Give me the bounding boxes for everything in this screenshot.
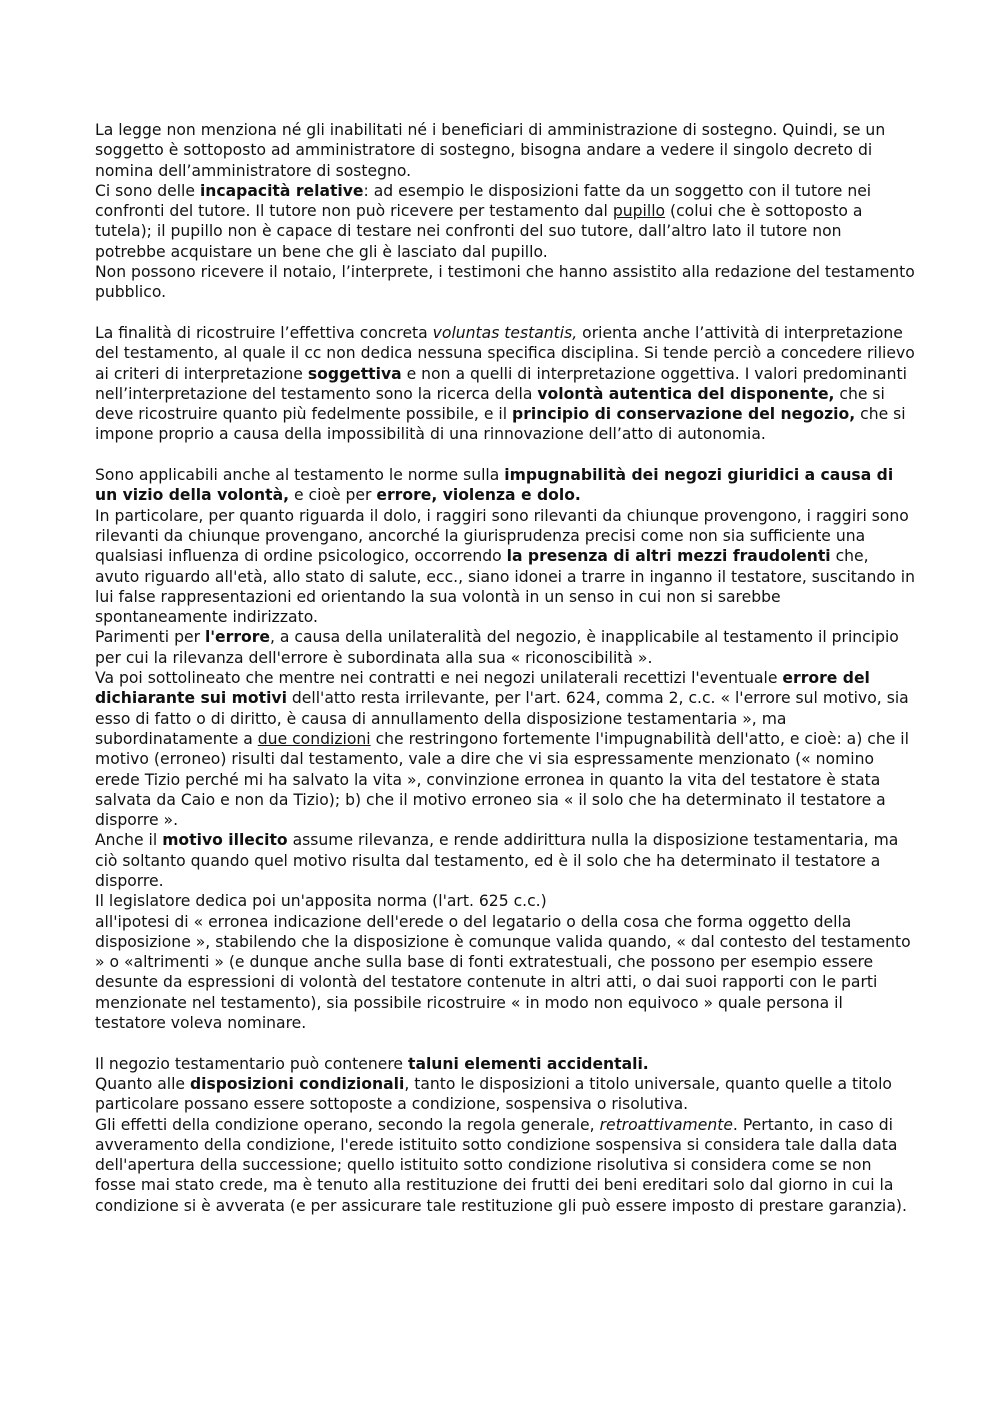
text-run: orienta anche l’attività di interpretazione del testamento, al quale il cc non dedica nessuna specifica disciplina. Si tende perciò a concedere rilievo ai criteri di interpretazione <box>95 323 915 383</box>
paragraph <box>95 1115 915 1216</box>
text-run: Ci sono delle <box>95 181 200 200</box>
paragraph <box>95 668 915 830</box>
bold-text: errore del dichiarante sui motivi <box>95 669 870 708</box>
text-run: e non a quelli di interpretazione oggettiva. I valori predominanti nell’interpretazione del testamento sono la ricerca della <box>95 364 907 403</box>
bold-text: motivo illecito <box>162 831 288 850</box>
text-run: Gli effetti della condizione operano, secondo la regola generale, <box>95 1115 600 1134</box>
text-run: Parimenti per <box>95 628 205 647</box>
bold-text: l'errore <box>204 628 270 647</box>
text-run: , tanto le disposizioni a titolo universale, quanto quelle a titolo particolare possano essere sottoposte a condizione, sospensiva o risolutiva. <box>95 1074 892 1114</box>
paragraph-gap <box>95 303 915 323</box>
text-run: dell'atto resta irrilevante, per l'art. 624, comma 2, c.c. « l'errore sul motivo, sia esso di fatto o di diritto, è causa di annullamento della disposizione testamentaria », ma subordinatamente a <box>95 689 909 748</box>
text-run: Va poi sottolineato che mentre nei contratti e nei negozi unilaterali recettizi l'eventuale <box>95 669 783 688</box>
text-run: La finalità di ricostruire l’effettiva concreta <box>95 323 433 342</box>
italic-text: voluntas testantis, <box>432 323 578 342</box>
paragraph <box>95 912 915 1034</box>
text-run: In particolare, per quanto riguarda il dolo, i raggiri sono rilevanti da chiunque provengono, i raggiri sono rilevanti da chiunque provengano, ancorché la giurisprudenza precisi come non sia sufficiente una qualsiasi influenza di ordine psicologico, occorrendo <box>95 506 909 566</box>
text-run: Quanto alle <box>95 1074 190 1093</box>
text-run: Il legislatore dedica poi un'apposita norma (l'art. 625 c.c.) <box>95 892 547 911</box>
paragraph <box>95 891 915 911</box>
paragraph <box>95 506 915 628</box>
text-run: all'ipotesi di « erronea indicazione dell'erede o del legatario o della cosa che forma oggetto della disposizione », stabilendo che la disposizione è comunque valida quando, « dal contesto del testamento » o «altrimenti » (e dunque anche sulla base di fonti extratestuali, che possono per esempio essere desunte da espressioni di volontà del testatore contenute in altri atti, o dai suoi rapporti con le parti menzionate nel testamento), sia possibile ricostruire « in modo non equivoco » quale persona il testatore voleva nominare. <box>95 912 911 1033</box>
text-run: che restringono fortemente l'impugnabilità dell'atto, e cioè: a) che il motivo (erroneo) risulti dal testamento, vale a dire che vi sia espressamente menzionato (« nomino erede Tizio perché mi ha salvato la vita », convinzione erronea in quanto la vita del testatore è stata salvata da Caio e non da Tizio); b) che il motivo erroneo sia « il solo che ha determinato il testatore a disporre ». <box>95 729 909 830</box>
text-run: e cioè per <box>289 486 377 505</box>
paragraph <box>95 830 915 891</box>
bold-text: taluni elementi accidentali. <box>407 1054 649 1073</box>
paragraph <box>95 120 915 181</box>
bold-text: principio di conservazione del negozio, <box>512 405 856 424</box>
paragraph-gap <box>95 445 915 465</box>
underlined-text: pupillo <box>612 202 666 221</box>
paragraph-gap <box>95 1033 915 1053</box>
text-run: . Pertanto, in caso di avveramento della condizione, l'erede istituito sotto condizione sospensiva si considera tale dalla data dell'apertura della successione; quello istituito sotto condizione risolutiva si considera come se non fosse mai stato crede, ma è tenuto alla restituzione dei frutti dei beni ereditari solo dal giorno in cui la condizione si è avverata (e per assicurare tale restituzione gli può essere imposto di prestare garanzia). <box>95 1115 907 1215</box>
text-run: Anche il <box>95 831 163 850</box>
text-run: che, avuto riguardo all'età, allo stato di salute, ecc., siano idonei a trarre in inganno il testatore, suscitando in lui false rappresentazioni ed orientando la sua volontà in un senso in cui non si sarebbe spontaneamente indirizzato. <box>95 547 915 627</box>
text-run: che si deve ricostruire quanto più fedelmente possibile, e il <box>95 384 885 424</box>
bold-text: errore, violenza e dolo. <box>376 486 581 505</box>
paragraph <box>95 1074 915 1115</box>
text-run: Sono applicabili anche al testamento le norme sulla <box>95 466 505 485</box>
paragraph <box>95 262 915 303</box>
text-run: , a causa della unilateralità del negozio, è inapplicabile al testamento il principio per cui la rilevanza dell'errore è subordinata alla sua « riconoscibilità ». <box>95 628 899 667</box>
text-run: : ad esempio le disposizioni fatte da un soggetto con il tutore nei confronti del tutore. Il tutore non può ricevere per testamento dal <box>95 181 872 221</box>
bold-text: disposizioni condizionali <box>189 1074 405 1093</box>
text-run: assume rilevanza, e rende addirittura nulla la disposizione testamentaria, ma ciò soltanto quando quel motivo risulta dal testamento, ed è il solo che ha determinato il testatore a disporre. <box>95 831 899 890</box>
document-page <box>95 120 915 1216</box>
text-run: che si impone proprio a causa della impossibilità di una rinnovazione dell’atto di autonomia. <box>95 405 906 444</box>
text-run: Non possono ricevere il notaio, l’interprete, i testimoni che hanno assistito alla redazione del testamento pubblico. <box>95 263 915 302</box>
bold-text: incapacità relative <box>199 181 364 200</box>
underlined-text: due condizioni <box>257 729 371 748</box>
text-run: (colui che è sottoposto a tutela); il pupillo non è capace di testare nei confronti del suo tutore, dall’altro lato il tutore non potrebbe acquistare un bene che gli è lasciato dal pupillo. <box>95 202 863 261</box>
paragraph <box>95 1054 915 1074</box>
italic-text: retroattivamente <box>599 1115 733 1134</box>
bold-text: volontà autentica del disponente, <box>537 384 835 403</box>
paragraph <box>95 627 915 668</box>
paragraph <box>95 465 915 506</box>
bold-text: impugnabilità dei negozi giuridici a causa di un vizio della volontà, <box>95 466 894 505</box>
bold-text: soggettiva <box>307 364 402 383</box>
bold-text: la presenza di altri mezzi fraudolenti <box>506 547 831 566</box>
text-run: Il negozio testamentario può contenere <box>95 1054 408 1073</box>
text-run: La legge non menziona né gli inabilitati né i beneficiari di amministrazione di sostegno. Quindi, se un soggetto è sottoposto ad amministratore di sostegno, bisogna andare a vedere il singolo decreto di nomina dell’amministratore di sostegno. <box>95 121 886 180</box>
paragraph <box>95 181 915 262</box>
paragraph <box>95 323 915 445</box>
